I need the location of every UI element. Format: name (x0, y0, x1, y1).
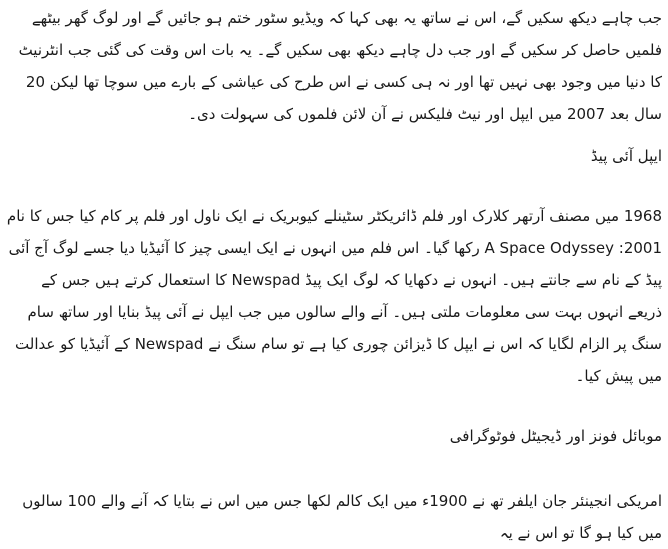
article-paragraph: امریکی انجینئر جان ایلفر تھ نے 1900ء میں ایک کالم لکھا جس میں اس نے بتایا کہ آنے والے 100 سالوں میں کیا ہو گا تو اس نے یہ (22, 492, 662, 542)
section-heading: ایپل آئی پیڈ (590, 147, 662, 165)
article-paragraph: 1968 میں مصنف آرتھر کلارک اور فلم ڈائریکٹر سٹینلے کیوبریک نے ایک ناول اور فلم پر کام کیا جس کا نام 2001: A Space Odyssey رکھا گیا۔ اس فلم میں انہوں نے ایک ایسی چیز کا آئیڈیا دیا جسے لوگ آج آئی پیڈ کے نام سے جانتے ہیں۔ انہوں نے دکھایا کہ لوگ ایک پیڈ Newspad کا استعمال کرتے ہیں جس کے ذریعے انہوں بہت سی معلومات ملتی ہیں۔ آنے والے سالوں میں جب ایپل نے آئی پیڈ بنایا اور ساتھ سام سنگ پر الزام لگایا کہ اس نے ایپل کا ڈیزائن چوری کیا ہے تو سام سنگ نے Newspad کے آئیڈیا کو عدالت میں پیش کیا۔ (6, 207, 662, 385)
section-heading: موبائل فونز اور ڈیجیٹل فوٹوگرافی (449, 427, 662, 445)
article-paragraph: جب چاہے دیکھ سکیں گے، اس نے ساتھ یہ بھی کہا کہ ویڈیو سٹور ختم ہو جائیں گے اور لوگ گھر بیٹھے فلمیں حاصل کر سکیں گے اور جب دل چاہے دیکھ بھی سکیں گے۔ یہ بات اس وقت کی گئی جب انٹرنیٹ کا دنیا میں وجود بھی نہیں تھا اور نہ ہی کسی نے اس طرح کی عیاشی کے بارے میں سوچا تھا لیکن 20 سال بعد 2007 میں ایپل اور نیٹ فلیکس نے آن لائن فلموں کی سہولت دی۔ (18, 9, 662, 123)
